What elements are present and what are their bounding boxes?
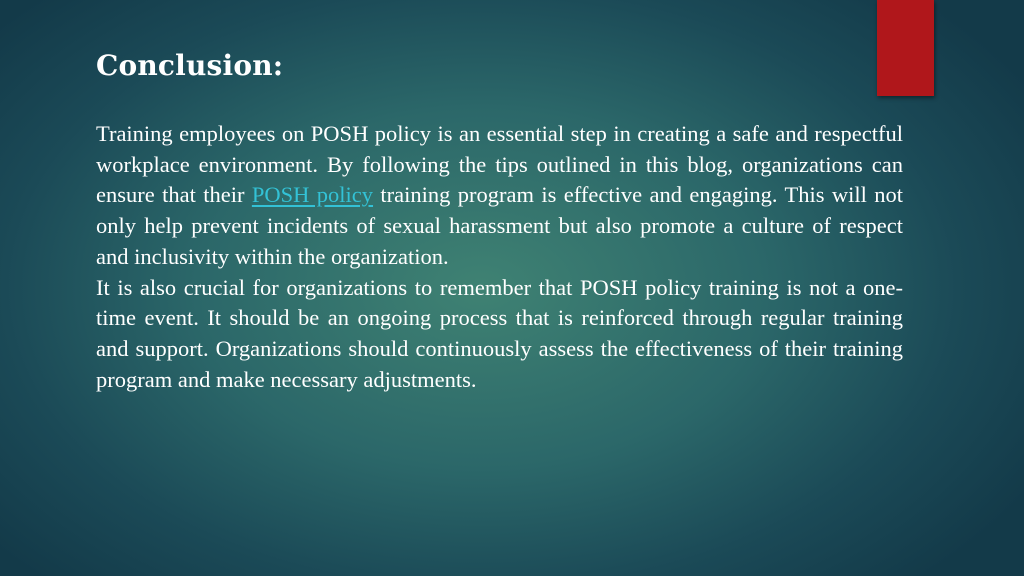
accent-bar: [877, 0, 934, 96]
slide-body: [96, 119, 903, 395]
paragraph-1-text-before-link: Training employees on POSH policy is an essential step in creating a safe and respectful workplace environment. By following the tips outlined in this blog, organizations can ensure that their: [96, 121, 903, 208]
paragraph-1: [96, 119, 903, 273]
paragraph-1-text-after-link: training program is effective and engaging. This will not only help prevent incidents of sexual harassment but also promote a culture of respect and inclusivity within the organization.: [96, 182, 903, 269]
posh-policy-link[interactable]: POSH policy: [251, 182, 374, 208]
slide-title: Conclusion:: [96, 49, 284, 82]
paragraph-2: It is also crucial for organizations to remember that POSH policy training is not a one-time event. It should be an ongoing process that is reinforced through regular training and support. Organizations should continuously assess the effectiveness of their training program and make necessary adjustments.: [96, 274, 903, 392]
